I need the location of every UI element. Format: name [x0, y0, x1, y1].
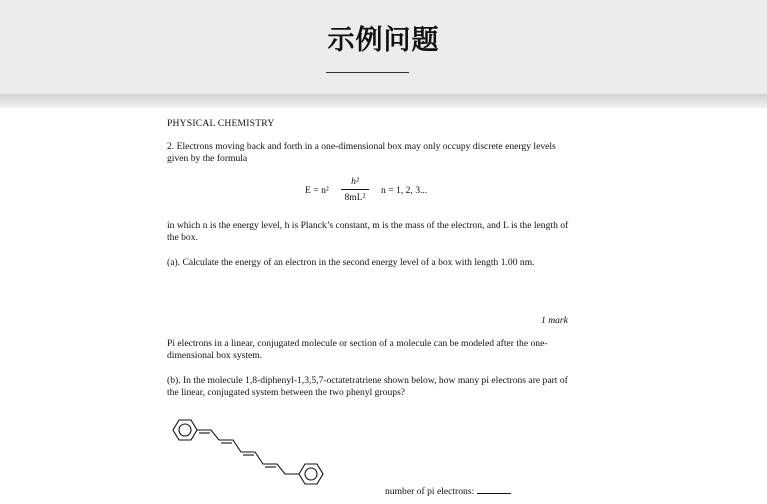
formula-lhs: E = n² [305, 185, 329, 196]
document-page [0, 108, 767, 504]
aromatic-circle-right [305, 468, 317, 480]
phenyl-ring-left [173, 420, 197, 440]
question-part-a: (a). Calculate the energy of an electron in the second energy level of a box with length 1.00 nm. [167, 257, 535, 268]
question-intro: 2. Electrons moving back and forth in a one-dimensional box may only occupy discrete energy levels given by the formula [167, 141, 556, 164]
page-title: 示例问题 [327, 25, 440, 56]
answer-line [385, 485, 511, 498]
pi-electrons-intro: Pi electrons in a linear, conjugated molecule or section of a molecule can be modeled after the one-dimensional box system. [167, 338, 548, 361]
aromatic-circle-left [179, 424, 191, 436]
title-underline [326, 72, 409, 73]
fraction-bar [341, 189, 369, 190]
question-part-b: (b). In the molecule 1,8-diphenyl-1,3,5,7-octatetratriene shown below, how many pi electrons are part of the linear, conjugated system between the two phenyl groups? [167, 375, 568, 398]
mark-label: 1 mark [541, 315, 568, 326]
section-heading: PHYSICAL CHEMISTRY [167, 118, 275, 129]
formula-explanation: in which n is the energy level, h is Planck’s constant, m is the mass of the electron, and L is the length of the box. [167, 220, 569, 243]
formula-denominator: 8mL² [344, 192, 366, 203]
answer-label: number of pi electrons: [385, 486, 475, 497]
header-shadow [0, 94, 767, 108]
diphenyl-octatetraene-structure [167, 410, 327, 492]
phenyl-ring-right [299, 464, 323, 484]
answer-blank[interactable] [477, 485, 511, 494]
formula-fraction [341, 176, 369, 203]
formula-n-values: n = 1, 2, 3... [381, 185, 428, 196]
page-header [0, 0, 767, 94]
polyene-chain [197, 430, 299, 474]
energy-formula [305, 176, 475, 212]
formula-numerator: h² [351, 176, 359, 187]
